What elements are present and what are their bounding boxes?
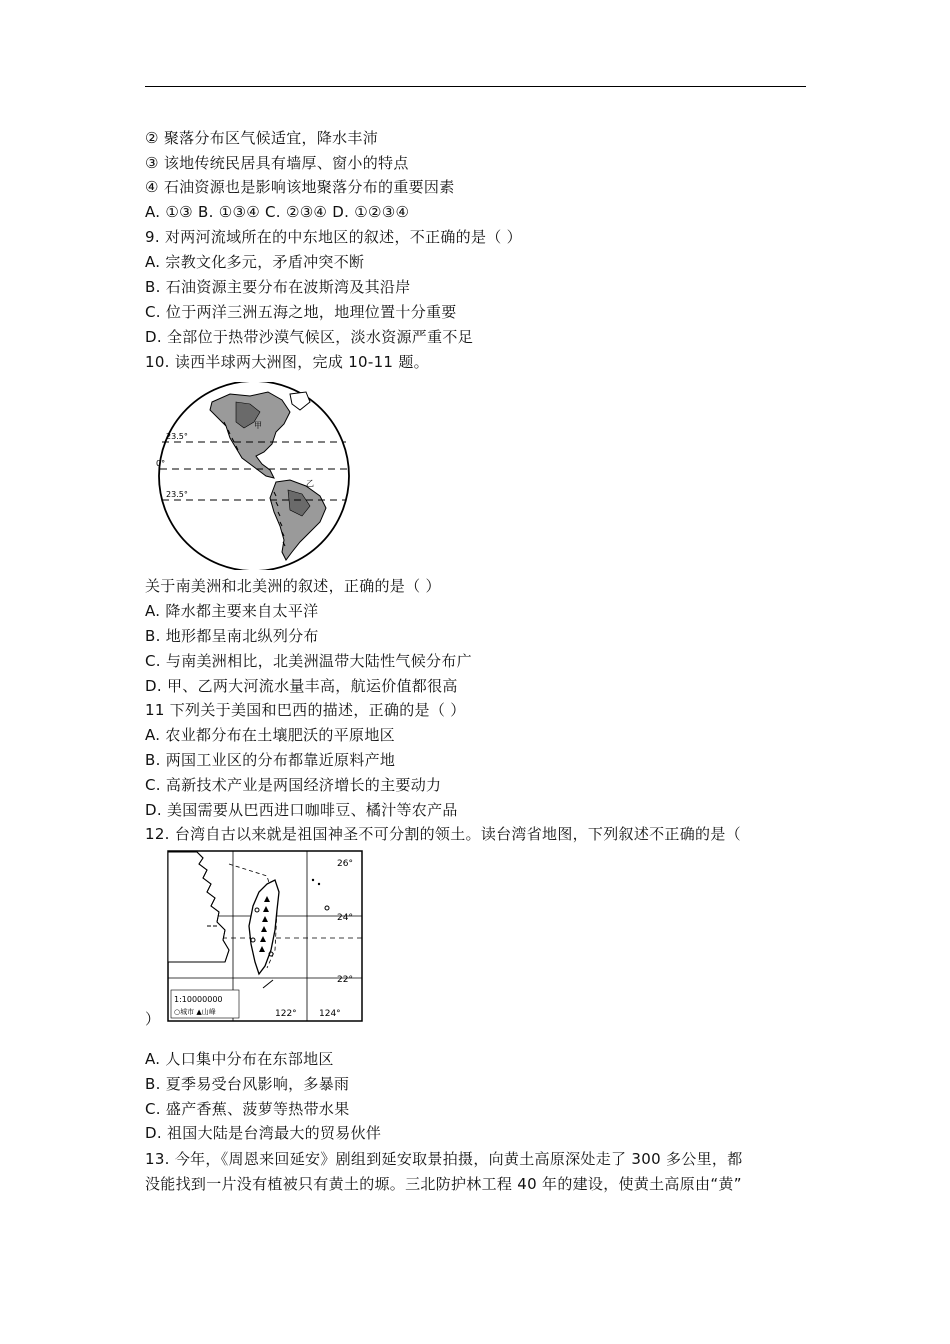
americas-map	[150, 382, 358, 570]
lat-north-label: 23.5°	[166, 432, 188, 441]
option-line: D. 祖国大陆是台湾最大的贸易伙伴	[145, 1124, 382, 1142]
header-rule	[145, 86, 806, 87]
option-line: B. 夏季易受台风影响，多暴雨	[145, 1075, 350, 1093]
question-10: 10. 读西半球两大洲图，完成 10-11 题。	[145, 353, 429, 371]
option-line: B. 两国工业区的分布都靠近原料产地	[145, 751, 396, 769]
river-yi-label: 乙	[306, 479, 314, 488]
option-line: D. 美国需要从巴西进口咖啡豆、橘汁等农产品	[145, 801, 458, 819]
lat-22-label: 22°	[337, 975, 353, 985]
lon-122-label: 122°	[275, 1009, 297, 1019]
option-line: C. 位于两洋三洲五海之地，地理位置十分重要	[145, 303, 457, 321]
scale-label: 1:10000000	[174, 995, 223, 1004]
lat-24-label: 24°	[337, 913, 353, 923]
option-line: C. 与南美洲相比，北美洲温带大陆性气候分布广	[145, 652, 472, 670]
question-12-close: ）	[145, 1010, 161, 1028]
question-11: 11 下列关于美国和巴西的描述，正确的是（ ）	[145, 701, 466, 719]
option-line: A. 降水都主要来自太平洋	[145, 602, 319, 620]
taiwan-map	[167, 850, 363, 1022]
river-jia-label: 甲	[254, 421, 262, 430]
option-line: C. 盛产香蕉、菠萝等热带水果	[145, 1100, 350, 1118]
equator-label: 0°	[156, 459, 166, 468]
lon-124-label: 124°	[319, 1009, 341, 1019]
option-line: B. 地形都呈南北纵列分布	[145, 627, 319, 645]
option-line: A. 宗教文化多元，矛盾冲突不断	[145, 253, 365, 271]
option-line: D. 甲、乙两大河流水量丰高，航运价值都很高	[145, 677, 458, 695]
option-line: ③ 该地传统民居具有墙厚、窗小的特点	[145, 154, 409, 172]
option-line: D. 全部位于热带沙漠气候区，淡水资源严重不足	[145, 328, 473, 346]
option-line: ② 聚落分布区气候适宜，降水丰沛	[145, 129, 379, 147]
lat-south-label: 23.5°	[166, 490, 188, 499]
option-line: ④ 石油资源也是影响该地聚落分布的重要因素	[145, 178, 455, 196]
question-9: 9. 对两河流域所在的中东地区的叙述，不正确的是（ ）	[145, 228, 522, 246]
option-line: C. 高新技术产业是两国经济增长的主要动力	[145, 776, 442, 794]
option-line: B. 石油资源主要分布在波斯湾及其沿岸	[145, 278, 411, 296]
answer-choices: A. ①③ B. ①③④ C. ②③④ D. ①②③④	[145, 203, 410, 221]
question-12: 12. 台湾自古以来就是祖国神圣不可分割的领土。读台湾省地图，下列叙述不正确的是（	[145, 825, 741, 843]
option-line: A. 农业都分布在土壤肥沃的平原地区	[145, 726, 395, 744]
question-13: 13. 今年，《周恩来回延安》剧组到延安取景拍摄，向黄土高原深处走了 300 多公里，都	[145, 1150, 743, 1168]
lat-26-label: 26°	[337, 859, 353, 869]
question-13-cont: 没能找到一片没有植被只有黄土的塬。三北防护林工程 40 年的建设，使黄土高原由“黄”	[145, 1175, 742, 1193]
question-10-stem: 关于南美洲和北美洲的叙述，正确的是（ ）	[145, 577, 441, 595]
option-line: A. 人口集中分布在东部地区	[145, 1050, 334, 1068]
legend-label: ○城市 ▲山峰	[174, 1008, 216, 1016]
